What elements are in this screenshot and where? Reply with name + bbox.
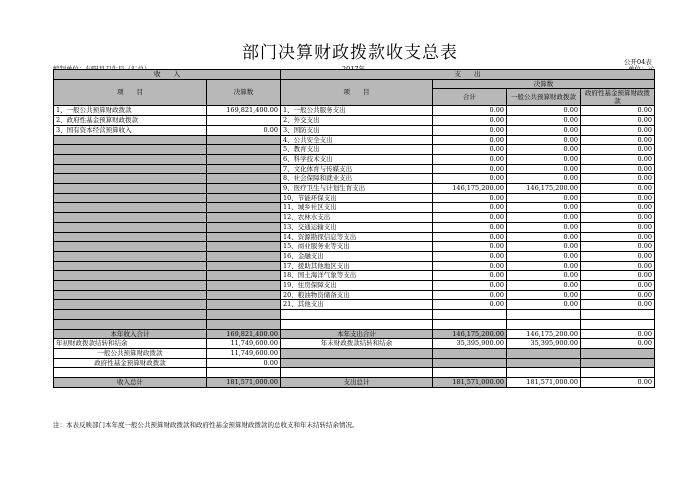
expense-general: 0.00 (507, 222, 581, 232)
total-header: 合计 (433, 89, 507, 106)
carry-in-label: 年初财政拨款结转和结余 (54, 339, 207, 349)
income-item (54, 251, 207, 261)
expense-item-header: 项 目 (281, 79, 433, 106)
expense-fund: 0.00 (581, 164, 655, 174)
income-value (207, 154, 281, 164)
table-row (54, 368, 655, 378)
expense-general: 0.00 (507, 125, 581, 135)
blank (581, 358, 655, 368)
table-row (54, 271, 655, 281)
year-income-label: 本年收入合计 (54, 329, 207, 339)
expense-item: 15、商业服务业等支出 (281, 242, 433, 252)
expense-item: 5、教育支出 (281, 145, 433, 155)
income-item (54, 154, 207, 164)
carry-in-general-value: 11,749,600.00 (207, 348, 281, 358)
table-row (54, 300, 655, 310)
income-item: 1、一般公共预算财政拨款 (54, 106, 207, 116)
income-item: 2、政府性基金预算财政拨款 (54, 116, 207, 126)
carry-in-fund-label: 政府性基金预算财政拨款 (54, 358, 207, 368)
expense-total: 0.00 (433, 135, 507, 145)
income-item (54, 232, 207, 242)
income-item (54, 290, 207, 300)
income-value (207, 281, 281, 291)
expense-general: 0.00 (507, 261, 581, 271)
table-row (54, 310, 655, 320)
expense-total: 0.00 (433, 300, 507, 310)
income-value (207, 193, 281, 203)
table-row (54, 116, 655, 126)
income-value (207, 222, 281, 232)
expense-total: 0.00 (433, 213, 507, 223)
expense-item: 1、一般公共服务支出 (281, 106, 433, 116)
expense-general: 0.00 (507, 242, 581, 252)
expense-item: 21、其他支出 (281, 300, 433, 310)
carry-in-general-label: 一般公共预算财政拨款 (54, 348, 207, 358)
expense-general: 0.00 (507, 251, 581, 261)
expense-item: 16、金融支出 (281, 251, 433, 261)
expense-fund: 0.00 (581, 300, 655, 310)
table-row (54, 378, 655, 388)
expense-fund: 0.00 (581, 213, 655, 223)
income-item (54, 203, 207, 213)
expense-fund: 0.00 (581, 135, 655, 145)
expense-item: 20、粮油物资储备支出 (281, 290, 433, 300)
expense-fund: 0.00 (581, 116, 655, 126)
expense-general (507, 310, 581, 320)
expense-total: 0.00 (433, 271, 507, 281)
blank (581, 348, 655, 358)
expense-fund: 0.00 (581, 184, 655, 194)
income-item (54, 271, 207, 281)
income-value (207, 300, 281, 310)
blank (433, 358, 507, 368)
expense-total: 0.00 (433, 116, 507, 126)
blank (281, 358, 433, 368)
income-value (207, 213, 281, 223)
expense-fund (581, 310, 655, 320)
expense-general: 0.00 (507, 145, 581, 155)
income-value (207, 135, 281, 145)
income-item (54, 174, 207, 184)
income-total-value: 181,571,000.00 (207, 378, 281, 388)
expense-general: 0.00 (507, 154, 581, 164)
expense-fund: 0.00 (581, 242, 655, 252)
expense-fund: 0.00 (581, 203, 655, 213)
expense-item: 6、科学技术支出 (281, 154, 433, 164)
expense-total: 0.00 (433, 251, 507, 261)
expense-total: 0.00 (433, 281, 507, 291)
expense-general: 0.00 (507, 300, 581, 310)
expense-item: 14、资源勘探信息等支出 (281, 232, 433, 242)
income-item (54, 222, 207, 232)
expense-general: 0.00 (507, 213, 581, 223)
expense-total: 0.00 (433, 290, 507, 300)
expense-fund: 0.00 (581, 290, 655, 300)
fiscal-summary-table (53, 69, 655, 388)
footnote: 注：本表反映部门本年度一般公共预算财政拨款和政府性基金预算财政拨款的总收支和年末结转结余情况。 (53, 421, 359, 429)
table-row (54, 193, 655, 203)
expense-header: 支 出 (281, 70, 655, 80)
income-item (54, 145, 207, 155)
table-row (54, 106, 655, 116)
expense-total (433, 319, 507, 329)
table-row (54, 213, 655, 223)
table-row (54, 164, 655, 174)
expense-general (507, 319, 581, 329)
expense-item: 3、国防支出 (281, 125, 433, 135)
income-value (207, 271, 281, 281)
table-row (54, 329, 655, 339)
expense-item: 9、医疗卫生与计划生育支出 (281, 184, 433, 194)
carry-out-fund: 0.00 (581, 339, 655, 349)
expense-general: 0.00 (507, 116, 581, 126)
carry-out-total: 35,395,900.00 (433, 339, 507, 349)
income-item (54, 135, 207, 145)
income-budget-header: 决算数 (207, 79, 281, 106)
income-item (54, 310, 207, 320)
expense-fund: 0.00 (581, 154, 655, 164)
expense-total: 0.00 (433, 106, 507, 116)
income-item (54, 164, 207, 174)
expense-total: 0.00 (433, 232, 507, 242)
income-item (54, 184, 207, 194)
year-exp-total: 146,175,200.00 (433, 329, 507, 339)
income-value: 0.00 (207, 125, 281, 135)
blank (507, 368, 581, 378)
expense-fund: 0.00 (581, 106, 655, 116)
table-row (54, 203, 655, 213)
expense-budget-header: 决算数 (433, 79, 655, 89)
table-row (54, 348, 655, 358)
expense-fund: 0.00 (581, 281, 655, 291)
carry-out-general: 35,395,900.00 (507, 339, 581, 349)
expense-item: 17、援助其他地区支出 (281, 261, 433, 271)
table-row (54, 232, 655, 242)
expense-fund: 0.00 (581, 271, 655, 281)
expense-item: 11、城乡社区支出 (281, 203, 433, 213)
expense-general: 0.00 (507, 232, 581, 242)
income-item: 3、国有资本经营预算收入 (54, 125, 207, 135)
expense-item (281, 319, 433, 329)
carry-out-label: 年末财政拨款结转和结余 (281, 339, 433, 349)
carry-in-value: 11,749,600.00 (207, 339, 281, 349)
exp-total-label: 支出总计 (281, 378, 433, 388)
income-item (54, 261, 207, 271)
income-value (207, 290, 281, 300)
expense-item: 8、社会保障和就业支出 (281, 174, 433, 184)
table-row (54, 145, 655, 155)
expense-general: 0.00 (507, 281, 581, 291)
table-row (54, 222, 655, 232)
income-value: 169,821,400.00 (207, 106, 281, 116)
expense-item: 18、国土海洋气象等支出 (281, 271, 433, 281)
income-item (54, 281, 207, 291)
expense-item: 19、住房保障支出 (281, 281, 433, 291)
income-value (207, 174, 281, 184)
carry-in-fund-value: 0.00 (207, 358, 281, 368)
table-row (54, 281, 655, 291)
expense-general: 0.00 (507, 290, 581, 300)
table-row (54, 339, 655, 349)
table-row (54, 319, 655, 329)
table-row (54, 358, 655, 368)
exp-total-general: 181,571,000.00 (507, 378, 581, 388)
blank (54, 368, 207, 378)
income-value (207, 145, 281, 155)
expense-total: 0.00 (433, 145, 507, 155)
expense-general: 0.00 (507, 193, 581, 203)
year-exp-fund: 0.00 (581, 329, 655, 339)
expense-total: 0.00 (433, 242, 507, 252)
table-row (54, 261, 655, 271)
income-value (207, 164, 281, 174)
expense-total: 0.00 (433, 261, 507, 271)
expense-general: 0.00 (507, 135, 581, 145)
blank (281, 368, 433, 378)
expense-total: 0.00 (433, 164, 507, 174)
income-value (207, 310, 281, 320)
expense-total: 0.00 (433, 203, 507, 213)
expense-general: 0.00 (507, 106, 581, 116)
income-header: 收 入 (54, 70, 281, 80)
income-value (207, 116, 281, 126)
expense-general: 146,175,200.00 (507, 184, 581, 194)
expense-total: 0.00 (433, 174, 507, 184)
form-code: 公开04表 (624, 58, 652, 66)
expense-total (433, 310, 507, 320)
table-row (54, 125, 655, 135)
blank (207, 368, 281, 378)
year-exp-general: 146,175,200.00 (507, 329, 581, 339)
expense-item: 13、交通运输支出 (281, 222, 433, 232)
expense-fund: 0.00 (581, 145, 655, 155)
expense-general: 0.00 (507, 174, 581, 184)
table-row (54, 242, 655, 252)
fund-header: 政府性基金预算财政拨款 (581, 89, 655, 106)
blank (433, 348, 507, 358)
income-total-label: 收入总计 (54, 378, 207, 388)
table-row (54, 184, 655, 194)
general-header: 一般公共预算财政拨款 (507, 89, 581, 106)
expense-item: 10、节能环保支出 (281, 193, 433, 203)
income-value (207, 261, 281, 271)
blank (581, 368, 655, 378)
blank (507, 348, 581, 358)
table-row (54, 135, 655, 145)
blank (433, 368, 507, 378)
expense-fund: 0.00 (581, 261, 655, 271)
expense-general: 0.00 (507, 203, 581, 213)
expense-fund: 0.00 (581, 174, 655, 184)
expense-total: 146,175,200.00 (433, 184, 507, 194)
expense-item (281, 310, 433, 320)
exp-total-fund: 0.00 (581, 378, 655, 388)
expense-fund: 0.00 (581, 232, 655, 242)
income-value (207, 232, 281, 242)
income-item (54, 213, 207, 223)
expense-fund: 0.00 (581, 193, 655, 203)
expense-general: 0.00 (507, 164, 581, 174)
income-item (54, 193, 207, 203)
blank (281, 348, 433, 358)
exp-total-total: 181,571,000.00 (433, 378, 507, 388)
year-income-value: 169,821,400.00 (207, 329, 281, 339)
expense-total: 0.00 (433, 125, 507, 135)
table-row (54, 251, 655, 261)
income-item-header: 项 目 (54, 79, 207, 106)
expense-fund: 0.00 (581, 125, 655, 135)
year-exp-label: 本年支出合计 (281, 329, 433, 339)
page-title: 部门决算财政拨款收支总表 (242, 43, 458, 63)
expense-general: 0.00 (507, 271, 581, 281)
income-value (207, 251, 281, 261)
income-item (54, 242, 207, 252)
expense-total: 0.00 (433, 222, 507, 232)
expense-total: 0.00 (433, 154, 507, 164)
income-item (54, 319, 207, 329)
expense-fund: 0.00 (581, 222, 655, 232)
expense-fund (581, 319, 655, 329)
income-value (207, 319, 281, 329)
income-value (207, 203, 281, 213)
income-value (207, 184, 281, 194)
table-row (54, 290, 655, 300)
income-value (207, 242, 281, 252)
blank (507, 358, 581, 368)
income-item (54, 300, 207, 310)
table-row (54, 154, 655, 164)
expense-item: 4、公共安全支出 (281, 135, 433, 145)
expense-item: 7、文化体育与传媒支出 (281, 164, 433, 174)
expense-item: 12、农林水支出 (281, 213, 433, 223)
table-row (54, 174, 655, 184)
expense-fund: 0.00 (581, 251, 655, 261)
expense-item: 2、外交支出 (281, 116, 433, 126)
expense-total: 0.00 (433, 193, 507, 203)
